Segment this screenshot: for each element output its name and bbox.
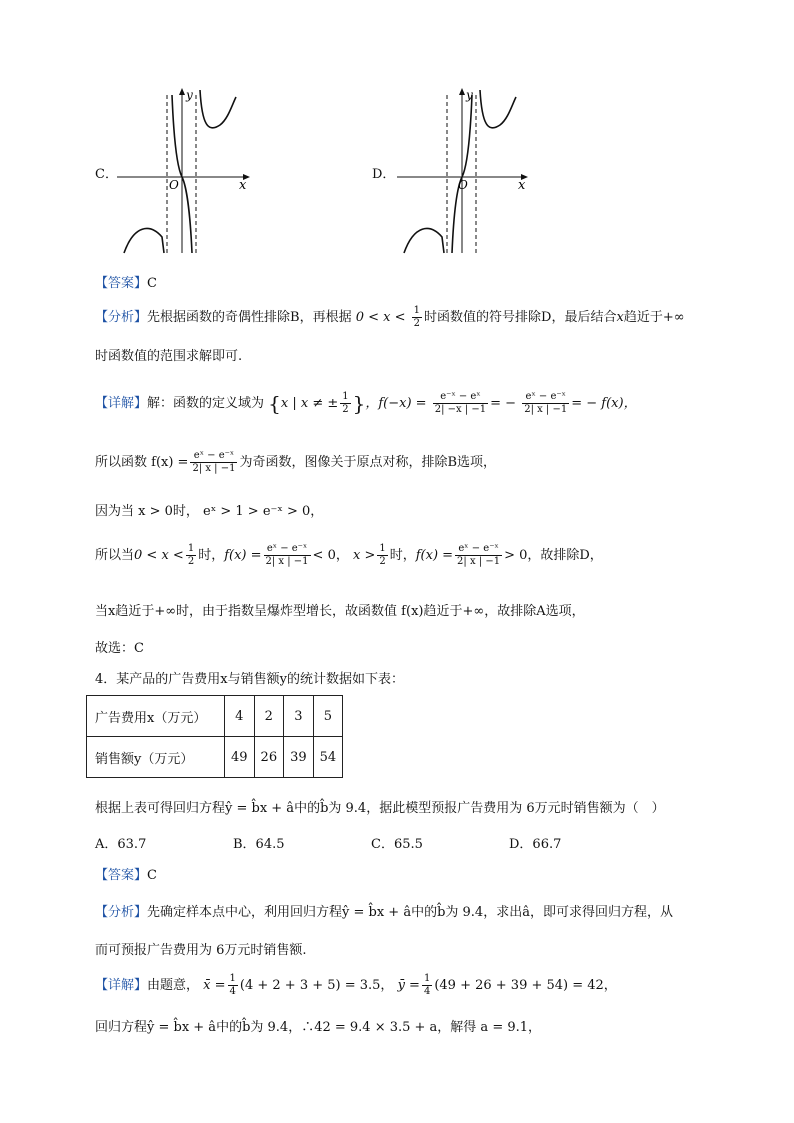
q3-l4-b: 0 < x <	[134, 548, 184, 563]
table-cell: 3	[284, 696, 314, 737]
q3-odd-frac: $\frac{\text{eˣ − e⁻ˣ}}{2| x | -1}$	[192, 450, 236, 474]
q4-detail-line-1	[95, 973, 617, 998]
q3-answer	[95, 272, 157, 291]
q3-analysis-line-1	[95, 305, 685, 330]
q3-l4-e: < 0，	[312, 548, 349, 563]
q3-analysis-var: x	[616, 310, 624, 325]
option-d-label: D．	[372, 167, 396, 182]
q3-detail-text-1: 解：函数的定义域为	[147, 396, 265, 411]
q3-analysis-line-2: 时函数值的范围求解即可.	[95, 349, 243, 364]
q3-l4-c: 时，	[198, 548, 225, 563]
table-header-cell: 广告费用x（万元）	[87, 696, 225, 737]
q4-option-d: D．66.7	[509, 837, 562, 852]
q3-l4-frac-2: $\frac{\text{eˣ − e⁻ˣ}}{2| x | -1}$	[457, 543, 501, 567]
q3-detail-line-1: 【详解】解：函数的定义域为 {x | x ≠ ± $\frac{1}{2}$ }，f(−x) = $\frac{\text{e⁻ˣ − eˣ}}{2| -x | -1}$ = − $\frac{\text{eˣ − e⁻ˣ}}{2| x | -1}$ = − f(x)，	[95, 391, 637, 416]
table-header-cell: 销售额y（万元）	[87, 737, 225, 778]
graph-c	[112, 85, 257, 257]
graph-c-y-arrow	[179, 88, 185, 95]
q3-analysis-text-3: 趋近于+∞	[623, 310, 685, 325]
table-cell: 39	[284, 737, 314, 778]
q3-odd-text-1: 所以函数 f(x) =	[95, 455, 189, 470]
q4-y-bar: ȳ =	[397, 978, 420, 993]
q4-detail-tag: 【详解】	[95, 978, 148, 993]
q3-l4-a: 所以当	[95, 548, 135, 563]
q4-x-bar: x̄ =	[203, 978, 226, 993]
graph-c-y-label: y	[186, 88, 193, 102]
q4-analysis-line-1	[95, 901, 673, 920]
q3-l4-i: > 0，故排除D，	[504, 548, 603, 563]
q4-analysis-line-2: 而可预报广告费用为 6万元时销售额.	[95, 943, 307, 958]
q3-frac-neg: $\frac{\text{e⁻ˣ − eˣ}}{2| -x | -1}$	[434, 391, 487, 415]
q3-eq-minus: = −	[490, 396, 517, 411]
option-c-label: C．	[95, 167, 118, 182]
q3-l4-g: 时，	[389, 548, 416, 563]
q3-neg-f: = − f(x)，	[571, 396, 637, 411]
table-cell: 2	[254, 696, 284, 737]
q4-option-c: C．65.5	[371, 837, 423, 852]
q4-option-b: B．64.5	[233, 837, 285, 852]
q4-question: 根据上表可得回归方程ŷ = b̂x + â中的b̂为 9.4，据此模型预报广告费用为 6万元时销售额为（ ）	[95, 801, 665, 816]
graph-c-x-label: x	[239, 178, 247, 193]
q4-quarter-2: $\frac{1}{4}$	[423, 973, 431, 997]
graph-d-y-arrow	[459, 88, 465, 95]
graph-d-left-branch	[404, 229, 444, 253]
q3-detail-line-5: 当x趋近于+∞时，由于指数呈爆炸型增长，故函数值 f(x)趋近于+∞，故排除A选项，	[95, 604, 585, 619]
graph-d-y-label: y	[466, 88, 473, 102]
q4-detail-line-2: 回归方程ŷ = b̂x + â中的b̂为 9.4，∴42 = 9.4 × 3.5 + a，解得 a = 9.1，	[95, 1020, 542, 1035]
graph-d-x-label: x	[518, 178, 526, 193]
q3-odd-text-2: 为奇函数，图像关于原点对称，排除B选项，	[239, 455, 497, 470]
graph-d-right-branch	[480, 90, 516, 128]
q3-f-neg: ，f(−x) =	[365, 396, 427, 411]
q4-analysis-tag: 【分析】	[95, 905, 148, 920]
q4-quarter-1: $\frac{1}{4}$	[229, 973, 236, 997]
q3-analysis-text-1: 先根据函数的奇偶性排除B，再根据	[147, 310, 352, 325]
q4-answer-value: C	[147, 868, 157, 883]
table-cell: 4	[225, 696, 255, 737]
q3-detail-line-4	[95, 543, 603, 568]
q4-stem: 4．某产品的广告费用x与销售额y的统计数据如下表：	[95, 672, 404, 687]
q3-l4-f: x >	[352, 548, 376, 563]
q4-answer-tag: 【答案】	[95, 868, 148, 883]
q4-answer	[95, 864, 157, 883]
table-cell: 5	[313, 696, 343, 737]
q4-analysis-text: 先确定样本点中心，利用回归方程ŷ = b̂x + â中的b̂为 9.4，求出â，即可求得回归方程，从	[147, 905, 673, 920]
q3-answer-tag: 【答案】	[95, 276, 148, 291]
q3-answer-value: C	[147, 276, 157, 291]
table-row	[87, 737, 343, 778]
table-cell: 54	[313, 737, 343, 778]
table-cell: 49	[225, 737, 255, 778]
graph-c-right-branch	[200, 90, 236, 128]
q4-data-table	[86, 695, 343, 778]
graph-d	[392, 85, 537, 257]
q3-l4-h: f(x) =	[415, 548, 454, 563]
q3-analysis-text-2: 时函数值的符号排除D，最后结合	[424, 310, 617, 325]
graph-c-origin-label: O	[169, 178, 179, 192]
graph-d-origin-label: O	[458, 178, 468, 192]
q3-conclusion: 故选：C	[95, 641, 144, 656]
q3-analysis-half: $\frac{1}{2}$	[413, 305, 421, 329]
q3-detail-line-2	[95, 450, 496, 475]
table-row	[87, 696, 343, 737]
q4-detail-text-1: 由题意，	[147, 978, 200, 993]
q4-y-bar-value: (49 + 26 + 39 + 54) = 42，	[434, 978, 617, 993]
q3-analysis-range: 0 < x <	[355, 310, 406, 325]
q3-detail-tag: 【详解】	[95, 396, 148, 411]
q3-l4-frac-1: $\frac{\text{eˣ − e⁻ˣ}}{2| x | -1}$	[265, 543, 309, 567]
q3-domain: x | x ≠ ±	[280, 396, 339, 411]
q3-l4-d: f(x) =	[224, 548, 262, 563]
q3-domain-half: $\frac{1}{2}$	[342, 391, 349, 415]
q3-analysis-tag: 【分析】	[95, 310, 148, 325]
table-cell: 26	[254, 737, 284, 778]
q4-option-a: A．63.7	[95, 837, 147, 852]
graph-c-left-branch	[124, 229, 164, 253]
q3-frac-pos: $\frac{\text{eˣ − e⁻ˣ}}{2| x | -1}$	[524, 391, 568, 415]
q3-l4-half-2: $\frac{1}{2}$	[379, 543, 386, 567]
q4-x-bar-value: (4 + 2 + 3 + 5) = 3.5，	[239, 978, 394, 993]
q3-l4-half-1: $\frac{1}{2}$	[187, 543, 195, 567]
q3-detail-line-3: 因为当 x > 0时， eˣ > 1 > e⁻ˣ > 0，	[95, 504, 324, 519]
